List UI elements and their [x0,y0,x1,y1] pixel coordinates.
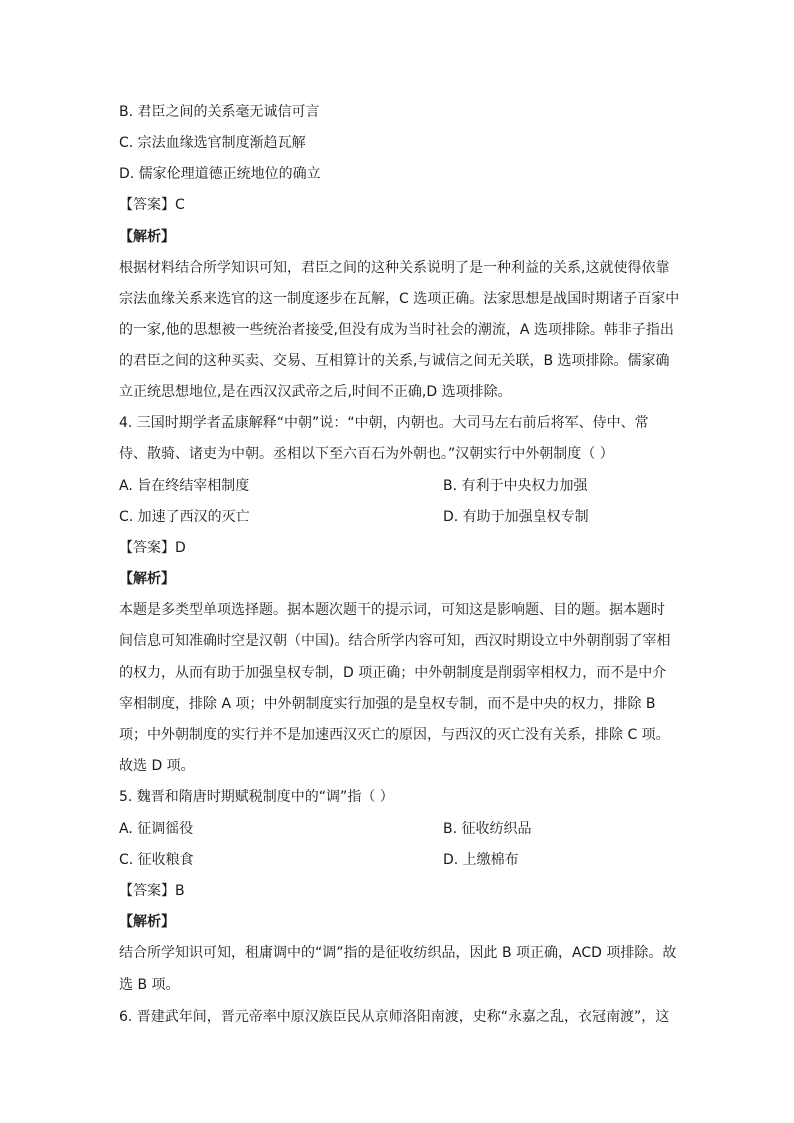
q4-option-c: C. 加速了西汉的灭亡 [119,509,250,525]
q4-analysis-line: 间信息可知准确时空是汉朝（中国)。结合所学内容可知，西汉时期设立中外朝削弱了宰相 [119,633,671,649]
q4-analysis-label: 【解析】 [119,571,175,587]
q6-stem: 6. 晋建武年间，晋元帝率中原汉族臣民从京师洛阳南渡，史称“永嘉之乱，衣冠南渡”，这 [119,1009,670,1025]
q5-option-a: A. 征调徭役 [119,821,194,837]
q4-option-b: B. 有利于中央权力加强 [443,478,588,494]
q3-option-d: D. 儒家伦理道德正统地位的确立 [119,166,321,182]
q3-analysis-line: 宗法血缘关系来选官的这一制度逐步在瓦解，C 选项正确。法家思想是战国时期诸子百家中 [119,291,679,307]
q5-answer: 【答案】B [119,883,185,899]
q5-option-c: C. 征收粮食 [119,852,194,868]
q3-analysis-line: 的一家,他的思想被一些统治者接受,但没有成为当时社会的潮流，A 选项排除。韩非子指出 [119,322,674,338]
q4-option-d: D. 有助于加强皇权专制 [443,509,589,525]
q3-analysis-line: 的君臣之间的这种买卖、交易、互相算计的关系,与诚信之间无关联，B 选项排除。儒家确 [119,353,670,369]
q3-option-c: C. 宗法血缘选官制度渐趋瓦解 [119,135,306,151]
q3-analysis-label: 【解析】 [119,229,175,245]
q3-analysis-line: 立正统思想地位,是在西汉汉武帝之后,时间不正确,D 选项排除。 [119,384,512,400]
q5-stem: 5. 魏晋和隋唐时期赋税制度中的“调”指（ ） [119,789,394,805]
q5-analysis-line: 选 B 项。 [119,977,180,993]
q5-analysis-label: 【解析】 [119,914,175,930]
q4-analysis-line: 项；中外朝制度的实行并不是加速西汉灭亡的原因，与西汉的灭亡没有关系，排除 C 项。 [119,727,670,743]
q3-option-b: B. 君臣之间的关系毫无诚信可言 [119,104,320,120]
q5-option-b: B. 征收纺织品 [443,821,532,837]
q4-analysis-line: 宰相制度，排除 A 项；中外朝制度实行加强的是皇权专制，而不是中央的权力，排除 B [119,696,656,712]
q3-answer: 【答案】C [119,197,185,213]
q4-answer: 【答案】D [119,540,186,556]
q4-analysis-line: 本题是多类型单项选择题。据本题次题干的提示词，可知这是影响题、目的题。据本题时 [119,602,665,618]
q4-analysis-line: 的权力，从而有助于加强皇权专制，D 项正确；中外朝制度是削弱宰相权力，而不是中介 [119,665,667,681]
q4-option-a: A. 旨在终结宰相制度 [119,478,250,494]
q3-analysis-line: 根据材料结合所学知识可知，君臣之间的这种关系说明了是一种利益的关系,这就使得依靠 [119,260,670,276]
q4-stem-line: 侍、散骑、诸吏为中朝。丞相以下至六百石为外朝也。”汉朝实行中外朝制度（ ） [119,446,614,462]
q5-analysis-line: 结合所学知识可知，租庸调中的“调”指的是征收纺织品，因此 B 项正确，ACD 项排除。故 [119,945,677,961]
q4-stem-line: 4. 三国时期学者孟康解释“中朝”说：“中朝，内朝也。大司马左右前后将军、侍中、常 [119,415,649,431]
q4-analysis-line: 故选 D 项。 [119,758,195,774]
q5-option-d: D. 上缴棉布 [443,852,519,868]
